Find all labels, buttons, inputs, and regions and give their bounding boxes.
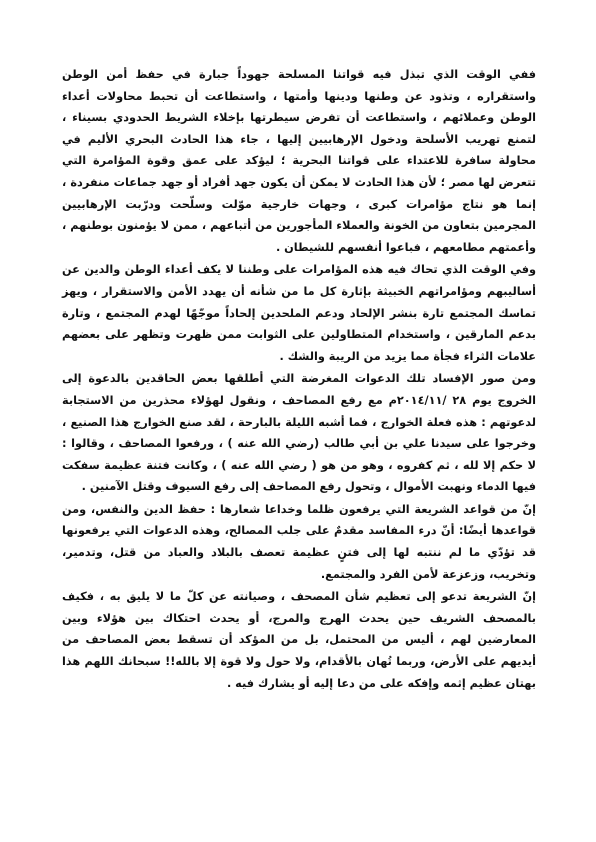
paragraph-3: ومن صور الإفساد تلك الدعوات المغرضة التي أطلقها بعض الحاقدين بالدعوة إلى الخروج يوم ٢٨ /٢٠١٤/١١م مع رفع المصاحف ، ونقول لهؤلاء محذرين من الاستجابة لدعوتهم : هذه فعلة الخوارج ، فما أشبه الليلة بالبارحة ، لقد صنع الخوارج هذا الصنيع ، وخرجوا على سيدنا علي بن أبي طالب (رضي الله عنه ) ، ورفعوا المصاحف ، وقالوا : لا حكم إلا لله ، ثم كفروه ، وهو من هو ( رضي الله عنه ) ، وكانت فتنة عظيمة سفكت فيها الدماء ونهبت الأموال ، وتحول رفع المصاحف إلى رفع السيوف وقتل الآمنين . bbox=[62, 372, 537, 494]
paragraph-2: وفي الوقت الذي تحاك فيه هذه المؤامرات على وطننا لا يكف أعداء الوطن والدين عن أساليبهم ومؤامراتهم الخبيثة بإثارة كل ما من شأنه أن يهدد الأمن والاستقرار ، ويهز تماسك المجتمع تارة بنشر الإلحاد ودعم الملحدين إلحاداً موجّهًا لهدم المجتمع ، وتارة بدعم المارقين ، واستخدام المتطاولين على الثوابت ممن ظهرت وتظهر على بعضهم علامات الثراء فجأة مما يزيد من الريبة والشك . bbox=[62, 263, 536, 363]
paragraph-5: إنّ الشريعة تدعو إلى تعظيم شأن المصحف ، وصيانته عن كلّ ما لا يليق به ، فكيف بالمصحف الشريف حين يحدث الهرج والمرج، أو يحدث احتكاك بين هؤلاء وبين المعارضين لهم ، أليس من المحتمل، بل من المؤكد أن تسقط بعض المصاحف من أيديهم على الأرض، وربما تُهان بالأقدام، ولا حول ولا قوة إلا بالله!! سبحانك اللهم هذا بهتان عظيم إثمه وإفكه على من دعا إليه أو يشارك فيه . bbox=[62, 590, 536, 690]
paragraph-4: إنّ من قواعد الشريعة التي يرفعون ظلما وخداعا شعارها : حفظ الدين والنفس، ومن قواعدها أيضًا: أنّ درء المفاسد مقدمٌ على جلب المصالح، وهذه الدعوات التي يرفعونها قد تؤدّي ما لم ننتبه لها إلى فتنٍ عظيمة تعصف بالبلاد والعباد من قتل، وتدمير، وتخريب، وزعزعة لأمن الفرد والمجتمع. bbox=[62, 502, 536, 581]
paragraph-1: ففي الوقت الذي تبذل فيه قواتنا المسلحة جهوداً جبارة في حفظ أمن الوطن واستقراره ، وتذود عن وطنها ودينها وأمتها ، واستطاعت أن تحبط محاولات أعداء الوطن وعملائهم ، واستطاعت أن تفرض سيطرتها بإخلاء الشريط الحدودي بسيناء ، لتمنع تهريب الأسلحة ودخول الإرهابيين إليها ، جاء هذا الحادث البحري الأليم في محاولة سافرة للاعتداء على قواتنا البحرية ؛ ليؤكد على عمق وقوة المؤامرة التي تتعرض لها مصر ؛ لأن هذا الحادث لا يمكن أن يكون جهد أفراد أو جهد جماعات منفردة ، إنما هو نتاج مؤامرات كبرى ، وجهات خارجية موّلت وسلّحت ودرّبت الإرهابيين المجرمين بتعاون من الخونة والعملاء المأجورين من أتباعهم ، ممن لا يؤمنون بوطنهم ، وأعمتهم مطامعهم ، فباعوا أنفسهم للشيطان . bbox=[62, 68, 536, 254]
document-body bbox=[62, 64, 536, 694]
